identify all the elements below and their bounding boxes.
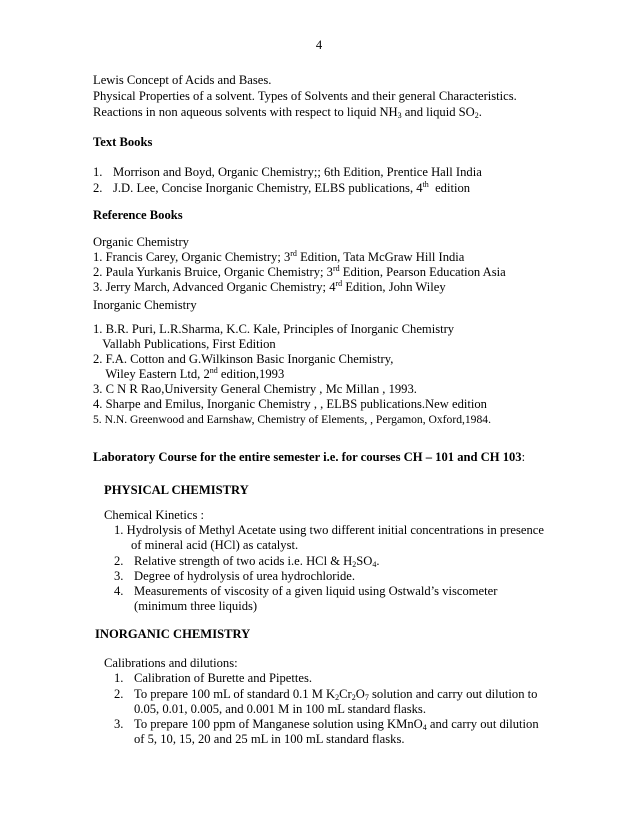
- intro-line-2: Physical Properties of a solvent. Types of Solvents and their general Characteristics.: [93, 89, 517, 103]
- text-book-item: 2. J.D. Lee, Concise Inorganic Chemistry, ELBS publications, 4th edition: [93, 180, 471, 195]
- physical-item-1-cont: of mineral acid (HCl) as catalyst.: [131, 538, 299, 552]
- physical-chemistry-heading: PHYSICAL CHEMISTRY: [104, 483, 249, 497]
- inorganic-reference-item: 5. N.N. Greenwood and Earnshaw, Chemistry of Elements, , Pergamon, Oxford,1984.: [93, 413, 491, 426]
- inorganic-reference-item: 4. Sharpe and Emilus, Inorganic Chemistry , , ELBS publications.New edition: [93, 397, 487, 411]
- page-number: 4: [315, 38, 323, 52]
- physical-item-3: 3. Degree of hydrolysis of urea hydrochloride.: [114, 569, 356, 583]
- inorganic-item-1: 1. Calibration of Burette and Pipettes.: [114, 671, 313, 685]
- inorganic-reference-item: 1. B.R. Puri, L.R.Sharma, K.C. Kale, Principles of Inorganic Chemistry: [93, 322, 455, 336]
- intro-line-1: Lewis Concept of Acids and Bases.: [93, 73, 272, 87]
- chemical-kinetics-subheading: Chemical Kinetics :: [104, 508, 205, 522]
- physical-item-4-cont: (minimum three liquids): [134, 599, 258, 613]
- inorganic-chemistry-lab-heading: INORGANIC CHEMISTRY: [95, 627, 251, 641]
- calibrations-subheading: Calibrations and dilutions:: [104, 656, 238, 670]
- inorganic-item-3-cont: of 5, 10, 15, 20 and 25 mL in 100 mL standard flasks.: [134, 732, 405, 746]
- reference-books-heading: Reference Books: [93, 208, 183, 222]
- organic-reference-item: 2. Paula Yurkanis Bruice, Organic Chemistry; 3rd Edition, Pearson Education Asia: [93, 264, 506, 279]
- physical-item-1: 1. Hydrolysis of Methyl Acetate using two different initial concentrations in presence: [114, 523, 544, 537]
- inorganic-reference-item: Wiley Eastern Ltd, 2nd edition,1993: [93, 366, 285, 381]
- organic-reference-item: 3. Jerry March, Advanced Organic Chemistry; 4rd Edition, John Wiley: [93, 279, 446, 294]
- physical-item-4: 4. Measurements of viscosity of a given liquid using Ostwald’s viscometer: [114, 584, 498, 598]
- inorganic-item-3: 3. To prepare 100 ppm of Manganese solution using KMnO$_4$ and carry out dilution: [114, 717, 539, 732]
- text-book-item: 1. Morrison and Boyd, Organic Chemistry;; 6th Edition, Prentice Hall India: [93, 165, 482, 179]
- organic-chemistry-heading: Organic Chemistry: [93, 235, 189, 249]
- physical-item-2: 2. Relative strength of two acids i.e. HCl & $H_2SO_4$.: [114, 554, 380, 569]
- inorganic-reference-item: 3. C N R Rao,University General Chemistry , Mc Millan , 1993.: [93, 382, 417, 396]
- inorganic-reference-item: Vallabh Publications, First Edition: [93, 337, 276, 351]
- inorganic-item-2-cont: 0.05, 0.01, 0.005, and 0.001 M in 100 mL standard flasks.: [134, 702, 426, 716]
- inorganic-reference-item: 2. F.A. Cotton and G.Wilkinson Basic Inorganic Chemistry,: [93, 352, 394, 366]
- inorganic-item-2: 2. To prepare 100 mL of standard 0.1 M $K_2Cr_2O_7$ solution and carry out dilution to: [114, 687, 538, 702]
- inorganic-chemistry-heading: Inorganic Chemistry: [93, 298, 197, 312]
- intro-line-3: Reactions in non aqueous solvents with respect to liquid $NH_3$ and liquid $SO_2$.: [93, 105, 482, 120]
- organic-reference-item: 1. Francis Carey, Organic Chemistry; 3rd Edition, Tata McGraw Hill India: [93, 249, 465, 264]
- lab-course-heading: Laboratory Course for the entire semester i.e. for courses CH – 101 and CH 103:: [93, 450, 526, 464]
- text-books-heading: Text Books: [93, 135, 153, 149]
